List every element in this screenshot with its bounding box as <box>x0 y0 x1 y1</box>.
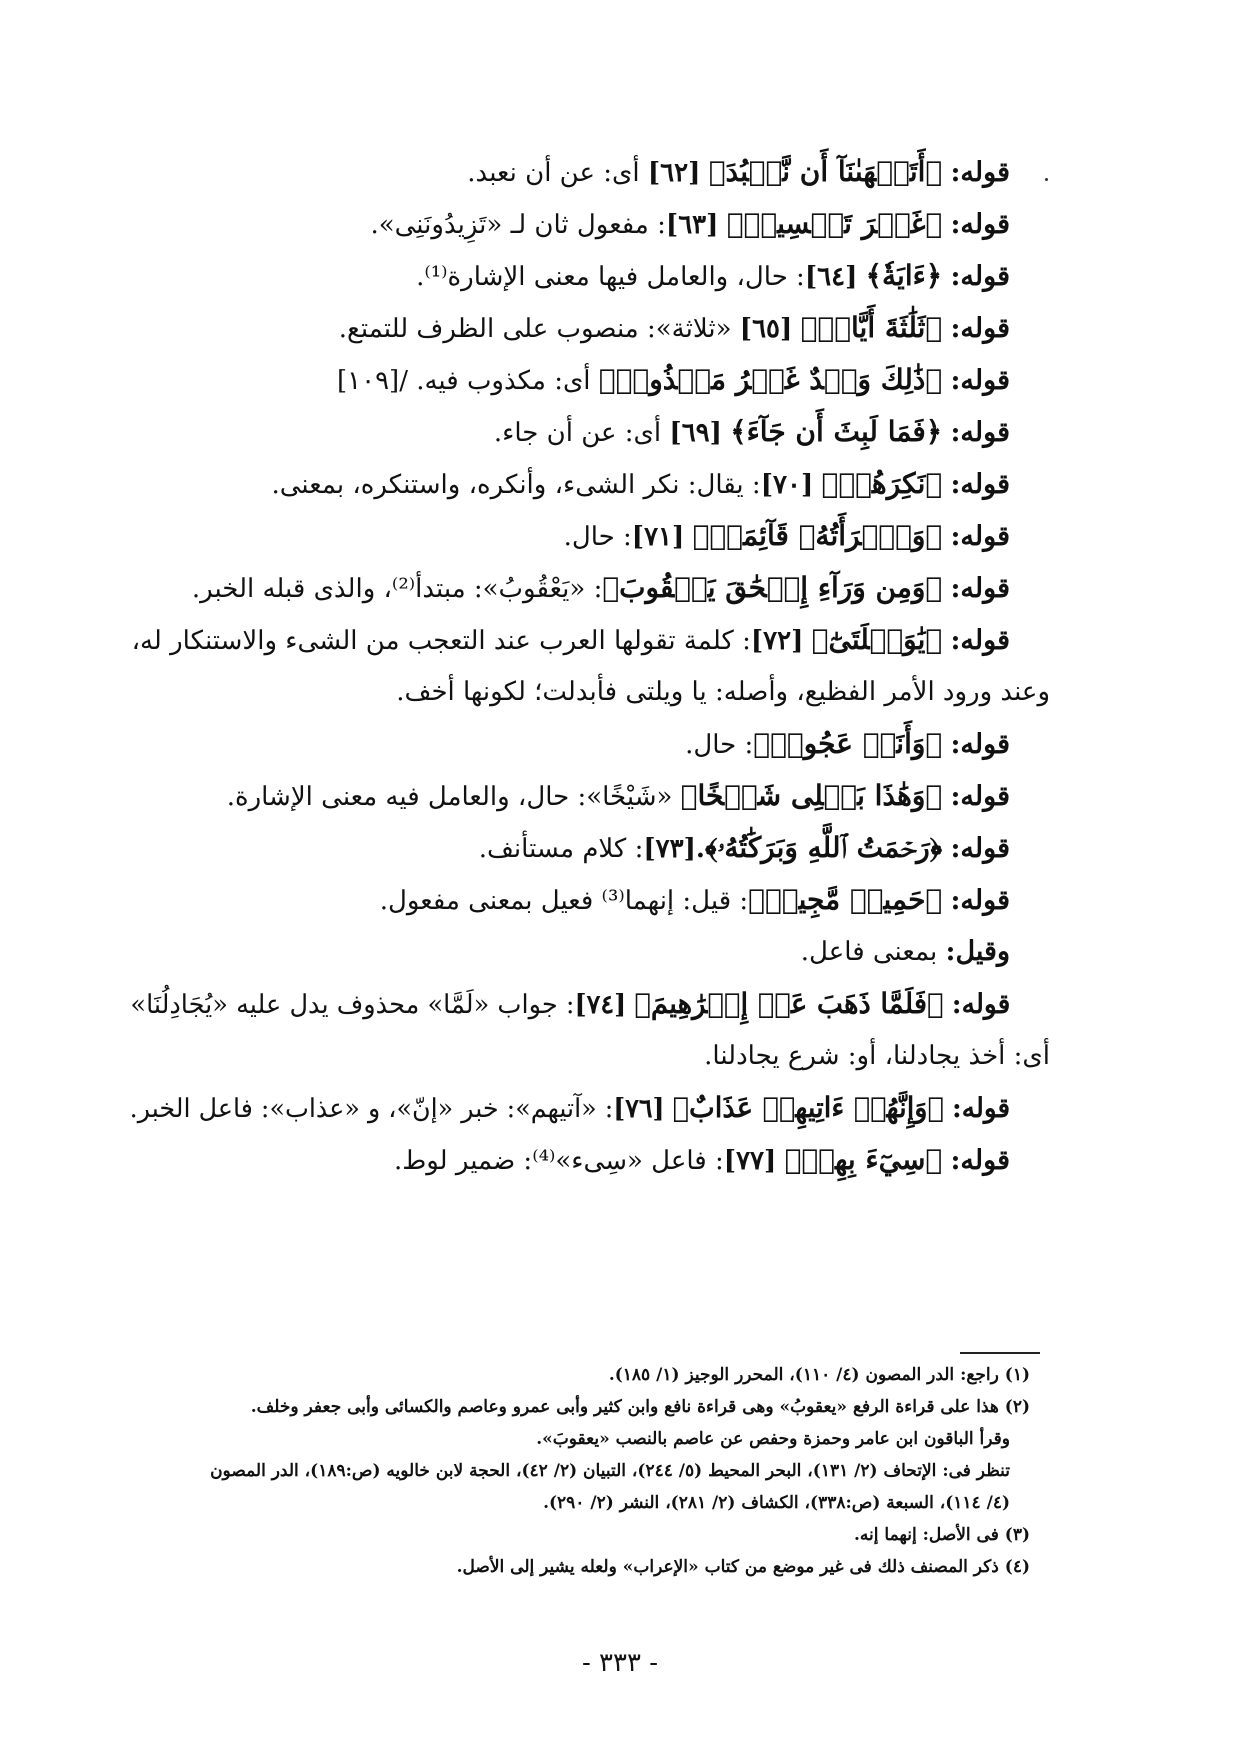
footnote-rule <box>960 1352 1040 1354</box>
quran-quote: ﴿ءَايَةٗ﴾ <box>865 259 943 292</box>
line-lead: قوله: <box>950 885 1010 916</box>
line-13 <box>227 774 1010 818</box>
line-1 <box>467 150 1010 194</box>
line-7 <box>272 462 1011 506</box>
line-text: : كلام مستأنف. <box>478 834 644 864</box>
line-text: : «يَعْقُوبُ»: مبتدأ⁽²⁾، والذى قبله الخبر. <box>191 574 603 604</box>
line-lead: قوله: <box>950 313 1010 344</box>
footnote-1: (١) راجع: الدر المصون (٤/ ١١٠)، المحرر الوجيز (١/ ١٨٥). <box>608 1365 1030 1385</box>
line-text: أى: عن أن نعبد. <box>467 158 640 188</box>
quran-quote: ﴿سِيٓءَ بِهِمۡ﴾ <box>784 1143 943 1176</box>
verse-ref: .[٧٣] <box>643 834 705 864</box>
line-15 <box>380 878 1010 922</box>
verse-ref: [٧٤] <box>574 990 626 1020</box>
page-number: - ٣٣٣ - <box>581 1648 659 1678</box>
quran-quote: ﴿وَهَٰذَا بَعۡلِى شَيۡخًا﴾ <box>680 779 943 812</box>
line-20 <box>394 1138 1010 1182</box>
quran-quote: ﴿وَمِن وَرَآءِ إِسۡحَٰقَ يَعۡقُوبَ﴾ <box>602 571 943 604</box>
line-11 <box>396 670 1050 714</box>
line-text: «شَيْخًا»: حال، والعامل فيه معنى الإشارة. <box>226 782 673 812</box>
verse-ref: [٦٤] <box>804 262 858 292</box>
line-lead: وقيل: <box>945 936 1010 967</box>
quran-quote: ﴿وَإِنَّهُمۡ ءَاتِيهِمۡ عَذَابٌ﴾ <box>672 1091 944 1124</box>
line-text: وعند ورود الأمر الفظيع، وأصله: يا ويلتى فأبدلت؛ لكونها أخف. <box>396 677 1050 707</box>
line-text: : مفعول ثان لـ «تَزِيدُونَنِى». <box>370 210 666 240</box>
line-text: : كلمة تقولها العرب عند التعجب من الشىء والاستنكار له، <box>131 626 751 656</box>
line-text: : حال. <box>685 730 754 760</box>
footnote-4: (٤) ذكر المصنف ذلك فى غير موضع من كتاب «الإعراب» ولعله يشير إلى الأصل. <box>456 1557 1030 1577</box>
line-text: : قيل: إنهما⁽³⁾ فعيل بمعنى مفعول. <box>379 886 749 916</box>
line-8 <box>564 514 1010 558</box>
quran-quote: ﴿فَمَا لَبِثَ أَن جَآءَ﴾ <box>730 415 943 448</box>
line-lead: قوله: <box>950 209 1010 240</box>
line-10 <box>132 618 1010 662</box>
line-lead: قوله: <box>951 989 1010 1020</box>
quran-quote: ﴿فَلَمَّا ذَهَبَ عَنۡ إِبۡرَٰهِيمَ﴾ <box>633 987 944 1020</box>
line-5 <box>337 358 1010 402</box>
line-19 <box>130 1086 1010 1130</box>
line-text: أى: أخذ يجادلنا، أو: شرع يجادلنا. <box>704 1041 1050 1071</box>
line-lead: قوله: <box>950 417 1010 448</box>
line-text: «ثلاثة»: منصوب على الظرف للتمتع. <box>338 314 732 344</box>
quran-quote: ﴿وَٱمۡرَأَتُهُۥ قَآئِمَةٞ﴾ <box>692 519 943 552</box>
quran-quote: ﴿ذَٰلِكَ وَعۡدٌ غَيۡرُ مَكۡذُوبٖ﴾ <box>598 363 943 396</box>
quran-quote: ﴿ثَلَٰثَةَ أَيَّامٖ﴾ <box>800 311 943 344</box>
line-lead: قوله: <box>950 729 1010 760</box>
line-text: أى: مكذوب فيه. /[١٠٩] <box>336 366 591 396</box>
line-2 <box>370 202 1010 246</box>
verse-ref: [٧٠] <box>760 470 814 500</box>
line-text: : حال. <box>563 522 632 552</box>
line-3 <box>416 254 1010 298</box>
line-lead: قوله: <box>950 469 1010 500</box>
footnote-2-continued: وقرأ الباقون ابن عامر وحمزة وحفص عن عاصم بالنصب «يعقوبَ». <box>536 1429 1010 1449</box>
verse-ref: [٦٩] <box>669 418 722 448</box>
line-text: : حال، والعامل فيها معنى الإشارة⁽¹⁾. <box>416 262 805 292</box>
footnote-2-sources: تنظر فى: الإتحاف (٢/ ١٣١)، البحر المحيط (٥/ ٢٤٤)، التبيان (٢/ ٤٢)، الحجة لابن خالويه (ص:١٨٩)، الدر المصون <box>210 1461 1010 1481</box>
verse-ref: [٦٢] <box>647 158 701 188</box>
line-text: أى: عن أن جاء. <box>493 418 662 448</box>
line-lead: قوله: <box>950 365 1010 396</box>
line-lead: قوله: <box>950 1145 1010 1176</box>
quran-quote: ﴿يَٰوَيۡلَتَىٰٓ﴾ <box>811 623 943 656</box>
line-lead: قوله: <box>950 261 1010 292</box>
verse-ref: [٦٥] <box>739 314 793 344</box>
footnote-2: (٢) هذا على قراءة الرفع «يعقوبُ» وهى قراءة نافع وابن كثير وأبى عمرو وعاصم والكسائى وأبى جعفر وخلف. <box>250 1397 1030 1417</box>
line-4 <box>339 306 1010 350</box>
verse-ref: [٦٣] <box>665 210 719 240</box>
quran-quote: ﴿رَحۡمَتُ ٱللَّهِ وَبَرَكَٰتُهُۥ﴾ <box>704 831 943 864</box>
verse-ref: [٧٢] <box>750 626 804 656</box>
footnote-3: (٣) فى الأصل: إنهما إنه. <box>854 1525 1030 1545</box>
line-12 <box>685 722 1010 766</box>
line-text: : يقال: نكر الشىء، وأنكره، واستنكره، بمعنى. <box>271 470 761 500</box>
line-lead: قوله: <box>950 521 1010 552</box>
quran-quote: ﴿وَأَنَا۠ عَجُوزٞ﴾ <box>753 727 943 760</box>
line-text: : «آتيهم»: خبر «إنّ»، و «عذاب»: فاعل الخبر. <box>129 1094 614 1124</box>
line-text: بمعنى فاعل. <box>800 937 938 967</box>
quran-quote: ﴿أَتَنۡهَىٰنَآ أَن نَّعۡبُدَ﴾ <box>708 155 943 188</box>
line-text: : فاعل «سِىء»⁽⁴⁾: ضمير لوط. <box>393 1146 724 1176</box>
quran-quote: ﴿غَيۡرَ تَخۡسِيرٖ﴾ <box>726 207 943 240</box>
verse-ref: [٧١] <box>631 522 685 552</box>
verse-ref: [٧٦] <box>613 1094 665 1124</box>
quran-quote: ﴿حَمِيدٞ مَّجِيدٞ﴾ <box>748 883 943 916</box>
line-14 <box>479 826 1010 870</box>
footnote-2-sources-continued: (٤/ ١١٤)، السبعة (ص:٣٣٨)، الكشاف (٢/ ٢٨١)، النشر (٢/ ٢٩٠). <box>543 1493 1010 1513</box>
line-lead: قوله: <box>950 625 1010 656</box>
verse-ref: [٧٧] <box>723 1146 777 1176</box>
line-lead: قوله: <box>950 157 1010 188</box>
line-text: : جواب «لَمَّا» محذوف يدل عليه «يُجَادِلُنَا» <box>130 990 575 1020</box>
quran-quote: ﴿نَكِرَهُمۡ﴾ <box>821 467 943 500</box>
line-9 <box>192 566 1010 610</box>
line-18 <box>704 1034 1050 1078</box>
ink-dot <box>1045 178 1048 181</box>
line-lead: قوله: <box>950 833 1010 864</box>
line-17 <box>130 982 1010 1026</box>
line-lead: قوله: <box>950 781 1010 812</box>
line-6 <box>494 410 1010 454</box>
line-lead: قوله: <box>950 573 1010 604</box>
line-lead: قوله: <box>951 1093 1010 1124</box>
line-16 <box>801 930 1010 974</box>
